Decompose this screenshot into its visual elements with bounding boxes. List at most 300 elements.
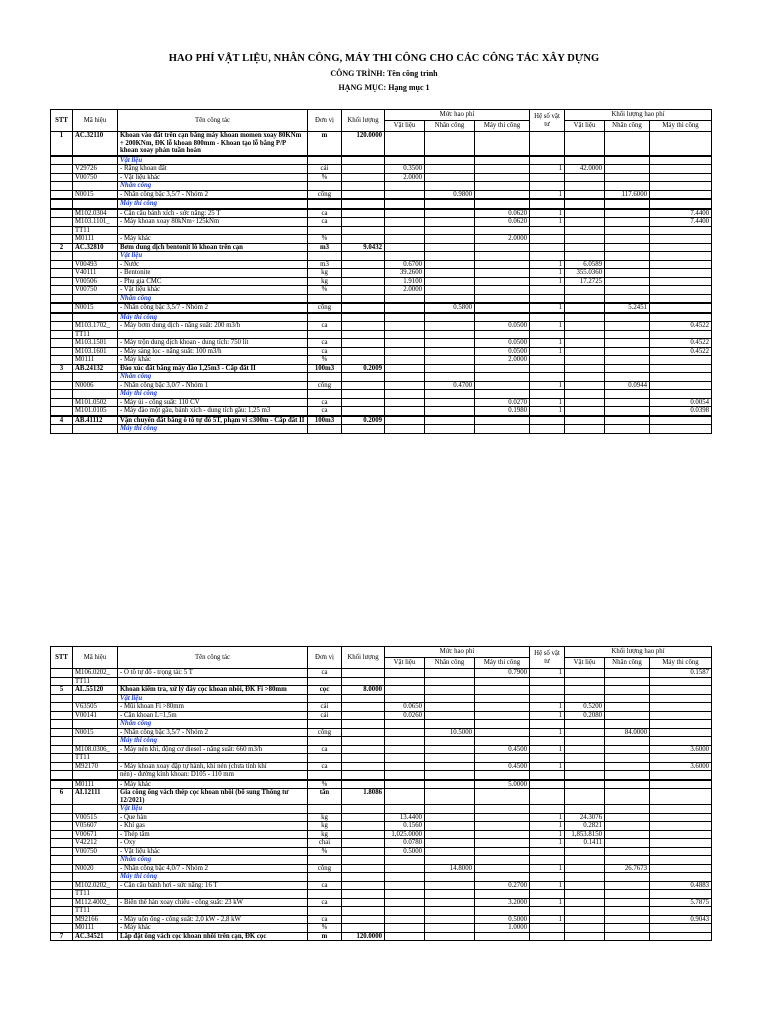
cell-vol-material [565, 294, 605, 303]
cell-coef: 1 [530, 864, 565, 873]
cell-qty [342, 881, 385, 890]
cell-name [118, 677, 308, 686]
cell-coef [530, 364, 565, 373]
cell-name: - Thép tấm [118, 830, 308, 839]
cell-vol-machine: 0.1587 [650, 669, 712, 678]
work-item-row [51, 364, 712, 373]
cell-rate-material [385, 226, 425, 235]
cell-vol-material [565, 173, 605, 182]
cell-qty [342, 322, 385, 331]
cell-rate-material [385, 762, 425, 771]
cell-rate-labor [425, 915, 475, 924]
resource-row [51, 813, 712, 822]
cell-coef [530, 789, 565, 805]
cell-qty [342, 407, 385, 416]
cell-code: M0111 [73, 235, 118, 244]
cell-rate-machine: 2.0000 [475, 235, 530, 244]
cell-unit: ca [308, 218, 342, 227]
cell-stt [51, 165, 73, 174]
cell-name: - Nhân công bậc 3,0/7 - Nhóm 1 [118, 381, 308, 390]
cell-vol-machine [650, 260, 712, 269]
cell-unit [308, 390, 342, 399]
cell-vol-material [565, 226, 605, 235]
cell-coef [530, 677, 565, 686]
cell-coef: 1 [530, 339, 565, 348]
cell-vol-material: 42.0000 [565, 165, 605, 174]
cell-code: M102.0202_ [73, 881, 118, 890]
page-title: HAO PHÍ VẬT LIỆU, NHÂN CÔNG, MÁY THI CÔNG CHO CÁC CÔNG TÁC XÂY DỰNG [168, 53, 600, 64]
category-row [51, 294, 712, 303]
cell-qty: 0.2009 [342, 416, 385, 425]
cell-rate-material: 0.0650 [385, 703, 425, 712]
cell-stt [51, 425, 73, 434]
category-row [51, 200, 712, 209]
cell-rate-machine: 0.7900 [475, 669, 530, 678]
cell-coef: 1 [530, 269, 565, 278]
cell-qty [342, 425, 385, 434]
resource-row [51, 277, 712, 286]
cell-name: Vật liệu [118, 805, 308, 814]
cell-qty [342, 339, 385, 348]
cell-name: Nhân công [118, 182, 308, 191]
category-row [51, 694, 712, 703]
cell-code: M92170 [73, 762, 118, 771]
cell-unit [308, 771, 342, 780]
resource-row [51, 226, 712, 235]
cell-rate-labor [425, 390, 475, 399]
cell-vol-labor [605, 286, 650, 295]
cell-unit: % [308, 924, 342, 933]
cell-rate-labor [425, 762, 475, 771]
cell-name: Vận chuyển đất bằng ô tô tự đổ 5T, phạm vi ≤300m - Cấp đất II [118, 416, 308, 425]
category-row [51, 805, 712, 814]
cell-rate-machine [475, 932, 530, 941]
cell-rate-machine [475, 313, 530, 322]
cell-rate-labor [425, 226, 475, 235]
cell-vol-machine [650, 356, 712, 365]
cell-stt [51, 711, 73, 720]
cell-rate-labor [425, 347, 475, 356]
cell-name [118, 226, 308, 235]
cell-qty [342, 286, 385, 295]
cell-rate-machine [475, 686, 530, 695]
col-name: Tên công tác [118, 110, 308, 132]
resource-row [51, 286, 712, 295]
cell-code: V00506 [73, 277, 118, 286]
cell-unit [308, 252, 342, 261]
cell-coef [530, 686, 565, 695]
cell-coef [530, 173, 565, 182]
cell-vol-material [565, 190, 605, 199]
cell-vol-labor [605, 669, 650, 678]
cell-rate-labor [425, 754, 475, 763]
cell-qty [342, 209, 385, 218]
cell-name: - Que hàn [118, 813, 308, 822]
cell-vol-material [565, 932, 605, 941]
cell-vol-machine [650, 805, 712, 814]
cell-vol-machine [650, 364, 712, 373]
cell-rate-material [385, 694, 425, 703]
resource-row [51, 864, 712, 873]
cell-vol-machine [650, 200, 712, 209]
cell-name: Nhân công [118, 720, 308, 729]
cell-rate-machine [475, 252, 530, 261]
resource-row [51, 209, 712, 218]
cell-vol-material [565, 728, 605, 737]
cell-name: - Máy nén khí, động cơ diesel - năng suất: 660 m3/h [118, 745, 308, 754]
cell-vol-machine [650, 924, 712, 933]
cell-vol-machine [650, 425, 712, 434]
category-row [51, 313, 712, 322]
cell-vol-material [565, 156, 605, 165]
cell-code: M0111 [73, 924, 118, 933]
cell-vol-machine [650, 226, 712, 235]
cell-qty [342, 165, 385, 174]
cell-code: M92166 [73, 915, 118, 924]
cell-vol-machine [650, 686, 712, 695]
cell-vol-machine [650, 694, 712, 703]
cell-rate-machine [475, 813, 530, 822]
cell-coef [530, 737, 565, 746]
cell-rate-material [385, 754, 425, 763]
cell-qty [342, 190, 385, 199]
cell-vol-machine [650, 907, 712, 916]
cell-vol-labor [605, 260, 650, 269]
cell-code: AC.32110 [73, 132, 118, 156]
col-stt: STT [51, 647, 73, 669]
cell-coef: 1 [530, 209, 565, 218]
resource-row [51, 839, 712, 848]
cell-rate-machine: 0.0500 [475, 322, 530, 331]
cell-code: M0111 [73, 780, 118, 789]
cell-rate-labor [425, 737, 475, 746]
col-rate-machine: Máy thi công [475, 658, 530, 669]
cell-rate-machine: 1.0000 [475, 924, 530, 933]
cell-vol-labor [605, 907, 650, 916]
cell-rate-machine [475, 373, 530, 382]
resource-row [51, 173, 712, 182]
col-code: Mã hiệu [73, 647, 118, 669]
cell-rate-labor [425, 364, 475, 373]
cell-unit: cái [308, 703, 342, 712]
cell-name: - Phụ gia CMC [118, 277, 308, 286]
cell-qty [342, 728, 385, 737]
cell-qty [342, 703, 385, 712]
cell-vol-material [565, 847, 605, 856]
cell-vol-machine [650, 286, 712, 295]
cell-unit: công [308, 381, 342, 390]
cell-code: M108.0306_ [73, 745, 118, 754]
cell-unit: % [308, 847, 342, 856]
cell-vol-machine: 0.0398 [650, 407, 712, 416]
cell-qty [342, 771, 385, 780]
cell-qty [342, 847, 385, 856]
cell-rate-machine [475, 294, 530, 303]
cell-rate-material [385, 347, 425, 356]
cell-code: V00493 [73, 260, 118, 269]
cell-name: Lắp đặt ống vách cọc khoan nhồi trên cạn, ĐK cọc [118, 932, 308, 941]
cell-rate-material [385, 252, 425, 261]
cell-name: - Máy khoan xoay đập tự hành, khí nén (chưa tính khí [118, 762, 308, 771]
cell-vol-machine: 0.0054 [650, 398, 712, 407]
cell-unit: 100m3 [308, 364, 342, 373]
cell-rate-material [385, 407, 425, 416]
cell-rate-machine [475, 754, 530, 763]
cell-coef: 1 [530, 898, 565, 907]
cell-stt [51, 873, 73, 882]
cell-stt [51, 156, 73, 165]
cell-vol-labor [605, 813, 650, 822]
cell-vol-labor [605, 881, 650, 890]
cell-rate-material: 13.4400 [385, 813, 425, 822]
cell-qty [342, 356, 385, 365]
category-name: HẠNG MỤC: Hạng mục 1 [338, 83, 430, 92]
cell-vol-machine [650, 677, 712, 686]
cell-vol-material [565, 243, 605, 252]
cell-code: TT11 [73, 907, 118, 916]
cell-rate-labor [425, 830, 475, 839]
cell-coef: 1 [530, 813, 565, 822]
cell-rate-labor [425, 243, 475, 252]
resource-row [51, 165, 712, 174]
cell-rate-material [385, 686, 425, 695]
cell-coef: 1 [530, 347, 565, 356]
cell-unit [308, 737, 342, 746]
cell-stt [51, 260, 73, 269]
cell-qty [342, 252, 385, 261]
cell-vol-material [565, 182, 605, 191]
cell-vol-labor [605, 277, 650, 286]
cell-code [73, 425, 118, 434]
cell-stt [51, 830, 73, 839]
cell-vol-machine [650, 373, 712, 382]
cell-coef [530, 720, 565, 729]
cell-rate-material: 0.3500 [385, 165, 425, 174]
resource-row [51, 898, 712, 907]
cell-qty [342, 173, 385, 182]
cell-rate-material [385, 339, 425, 348]
cell-code: AC.34521 [73, 932, 118, 941]
cell-unit [308, 182, 342, 191]
cell-unit: kg [308, 813, 342, 822]
cell-stt [51, 313, 73, 322]
resource-row [51, 339, 712, 348]
cell-vol-labor [605, 822, 650, 831]
cell-vol-material [565, 669, 605, 678]
cell-vol-labor [605, 677, 650, 686]
cell-name: - Máy khác [118, 924, 308, 933]
cell-rate-machine [475, 260, 530, 269]
cell-stt: 7 [51, 932, 73, 941]
resource-row [51, 190, 712, 199]
cell-qty [342, 226, 385, 235]
cell-rate-material [385, 771, 425, 780]
resource-row [51, 398, 712, 407]
cell-unit [308, 294, 342, 303]
cell-rate-material [385, 209, 425, 218]
cell-vol-material [565, 856, 605, 865]
cell-coef [530, 243, 565, 252]
cell-rate-machine [475, 173, 530, 182]
cell-unit: chai [308, 839, 342, 848]
work-item-row [51, 686, 712, 695]
cell-stt [51, 235, 73, 244]
cell-stt [51, 381, 73, 390]
cell-qty [342, 890, 385, 899]
col-unit: Đơn vị [308, 647, 342, 669]
cell-code [73, 771, 118, 780]
cell-vol-labor [605, 364, 650, 373]
cell-stt [51, 737, 73, 746]
cell-name: - Máy khoan xoay 80kNm÷125kNm [118, 218, 308, 227]
cell-vol-material [565, 313, 605, 322]
cell-vol-material [565, 771, 605, 780]
cell-name: Máy thi công [118, 390, 308, 399]
cell-stt [51, 771, 73, 780]
cell-vol-labor: 26.7673 [605, 864, 650, 873]
cell-code [73, 873, 118, 882]
cell-name: Máy thi công [118, 425, 308, 434]
cell-vol-labor [605, 686, 650, 695]
cell-vol-material [565, 304, 605, 313]
cell-vol-machine [650, 190, 712, 199]
cell-qty [342, 694, 385, 703]
cell-qty [342, 762, 385, 771]
cell-stt [51, 839, 73, 848]
cell-name: - Bentonite [118, 269, 308, 278]
cell-unit: kg [308, 277, 342, 286]
cell-rate-labor [425, 313, 475, 322]
cell-vol-material [565, 873, 605, 882]
cell-rate-machine [475, 677, 530, 686]
cell-unit [308, 200, 342, 209]
cell-rate-labor [425, 322, 475, 331]
cell-vol-material: 0.2080 [565, 711, 605, 720]
cell-code [73, 737, 118, 746]
cell-vol-machine: 5.7875 [650, 898, 712, 907]
cell-rate-machine [475, 728, 530, 737]
cell-rate-labor [425, 677, 475, 686]
cell-name: Vật liệu [118, 694, 308, 703]
cell-rate-machine: 0.4500 [475, 745, 530, 754]
cell-vol-labor [605, 932, 650, 941]
cell-unit: tấn [308, 789, 342, 805]
cell-unit: ca [308, 745, 342, 754]
cell-code: M101.0105 [73, 407, 118, 416]
cell-rate-labor [425, 890, 475, 899]
cell-code: V29726 [73, 165, 118, 174]
cell-rate-labor [425, 182, 475, 191]
cell-vol-material [565, 805, 605, 814]
cell-rate-material [385, 381, 425, 390]
cell-name [118, 890, 308, 899]
cell-vol-material [565, 347, 605, 356]
cell-qty [342, 907, 385, 916]
cell-coef [530, 390, 565, 399]
cell-rate-material [385, 425, 425, 434]
cell-rate-material: 0.0780 [385, 839, 425, 848]
cell-qty [342, 381, 385, 390]
cell-code: M112.4002_ [73, 898, 118, 907]
cell-name: - Cần khoan L=1,5m [118, 711, 308, 720]
resource-row [51, 322, 712, 331]
cell-rate-material [385, 313, 425, 322]
cell-name: Vật liệu [118, 156, 308, 165]
resource-row [51, 907, 712, 916]
cell-coef [530, 932, 565, 941]
cell-rate-material [385, 218, 425, 227]
cell-name: - Oxy [118, 839, 308, 848]
cell-rate-material: 2.0000 [385, 286, 425, 295]
cell-rate-machine: 0.2700 [475, 881, 530, 890]
cell-rate-material [385, 156, 425, 165]
cell-rate-material [385, 132, 425, 156]
resource-row [51, 780, 712, 789]
cell-vol-material [565, 373, 605, 382]
cell-vol-machine [650, 173, 712, 182]
cell-coef: 1 [530, 915, 565, 924]
cell-rate-labor: 0.5800 [425, 304, 475, 313]
cost-table-page-2 [50, 646, 712, 941]
cell-rate-labor [425, 373, 475, 382]
resource-row [51, 381, 712, 390]
cell-unit: % [308, 235, 342, 244]
category-row [51, 390, 712, 399]
cell-stt [51, 677, 73, 686]
cell-rate-machine: 0.0620 [475, 209, 530, 218]
cell-qty [342, 313, 385, 322]
cell-name: Khoan kiểm tra, xử lý đáy cọc khoan nhồi, ĐK Fi >80mm [118, 686, 308, 695]
resource-row [51, 269, 712, 278]
cell-rate-material [385, 398, 425, 407]
resource-row [51, 330, 712, 339]
cell-qty [342, 873, 385, 882]
cell-coef: 1 [530, 822, 565, 831]
resource-row [51, 762, 712, 771]
cell-rate-material [385, 873, 425, 882]
cell-rate-material: 1,025.0000 [385, 830, 425, 839]
cell-stt [51, 720, 73, 729]
cell-vol-material [565, 322, 605, 331]
cell-code [73, 694, 118, 703]
cell-rate-material [385, 373, 425, 382]
cell-vol-material [565, 789, 605, 805]
col-code: Mã hiệu [73, 110, 118, 132]
cell-unit: % [308, 173, 342, 182]
cell-code [73, 156, 118, 165]
cell-name [118, 907, 308, 916]
resource-row [51, 890, 712, 899]
cell-vol-material [565, 416, 605, 425]
cell-vol-machine [650, 754, 712, 763]
cell-unit: m [308, 932, 342, 941]
cell-unit: m3 [308, 243, 342, 252]
cell-rate-labor [425, 269, 475, 278]
cell-qty [342, 304, 385, 313]
cell-stt [51, 915, 73, 924]
cell-name: Bơm dung dịch bentonit lỗ khoan trên cạn [118, 243, 308, 252]
cell-rate-material: 0.6700 [385, 260, 425, 269]
cell-unit: m [308, 132, 342, 156]
resource-row [51, 235, 712, 244]
cell-rate-labor [425, 156, 475, 165]
cell-vol-machine [650, 252, 712, 261]
cell-coef: 1 [530, 277, 565, 286]
cell-code: N0015 [73, 304, 118, 313]
cell-rate-labor [425, 686, 475, 695]
cell-vol-labor [605, 398, 650, 407]
cell-vol-material [565, 286, 605, 295]
